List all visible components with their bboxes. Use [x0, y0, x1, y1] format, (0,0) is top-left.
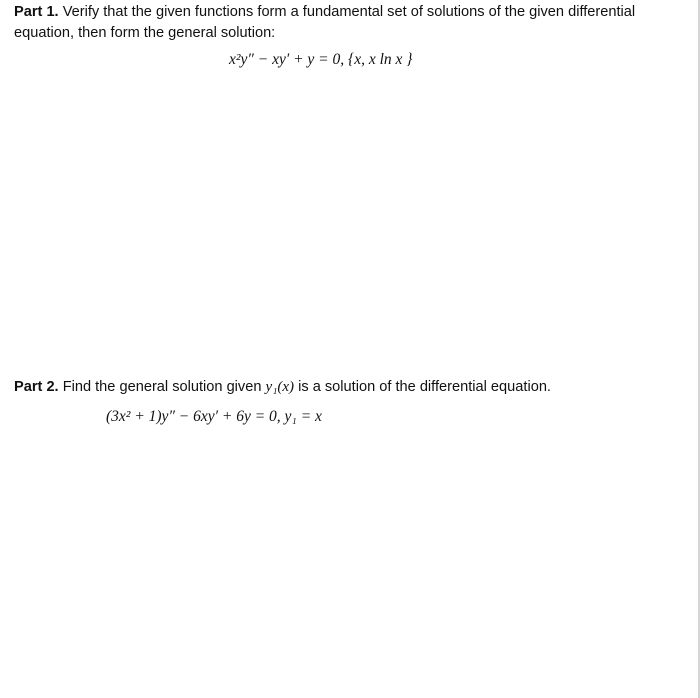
part2-label: Part 2.	[14, 379, 59, 395]
part1-label: Part 1.	[14, 4, 59, 20]
part1-paragraph	[14, 2, 654, 43]
part2-inline-math: y₁(x)	[265, 379, 295, 395]
part1-text: Verify that the given functions form a fundamental set of solutions of the given differential equation, then form the general solution:	[14, 4, 636, 41]
part2-equation: (3x² + 1)y″ − 6xy′ + 6y = 0, y₁ = x	[106, 408, 322, 425]
part2-text-after: is a solution of the differential equation.	[298, 379, 551, 395]
part2-paragraph	[14, 377, 654, 398]
part2-text-before: Find the general solution given	[62, 379, 262, 395]
part1-equation: x²y″ − xy′ + y = 0, {x, x ln x }	[229, 51, 413, 68]
